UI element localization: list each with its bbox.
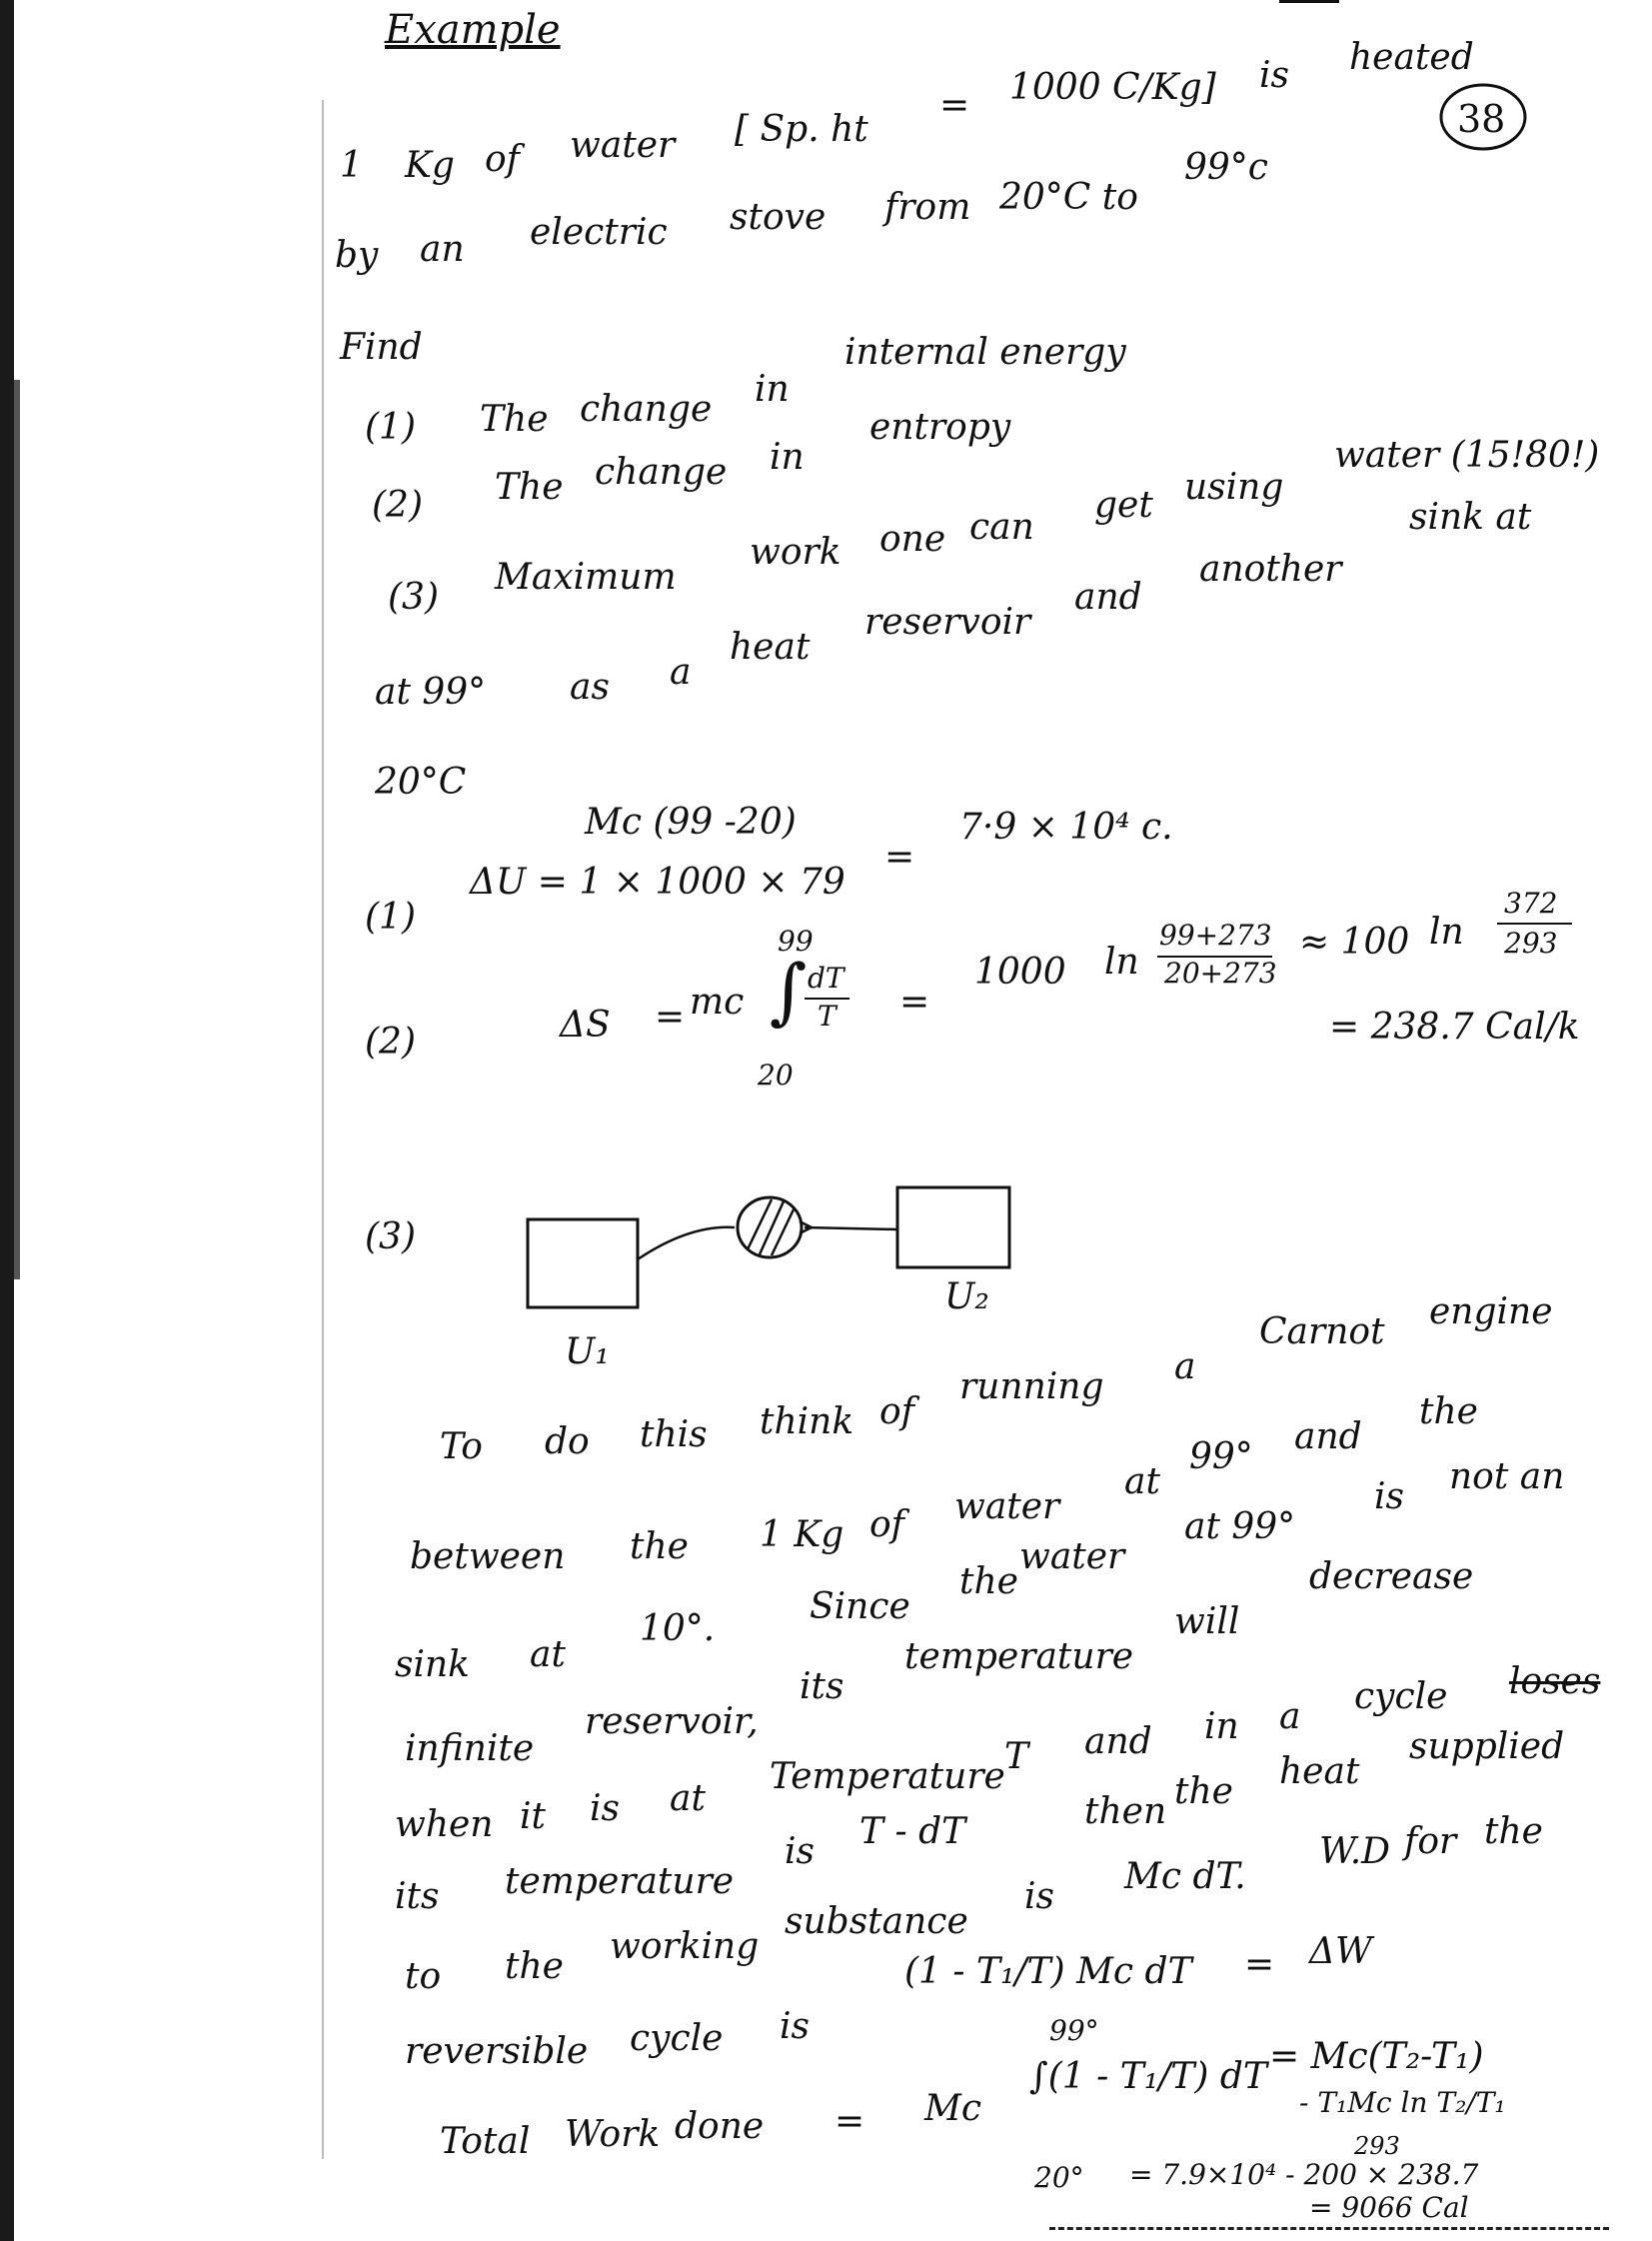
word: running <box>959 1366 1104 1407</box>
frac-num: 372 <box>1504 887 1558 920</box>
word: is <box>785 1831 815 1872</box>
word: ΔW <box>1309 1931 1372 1972</box>
word: for <box>1404 1821 1457 1862</box>
word: Since <box>810 1586 910 1627</box>
word: 99° <box>1189 1436 1253 1477</box>
entropy-result: = 238.7 Cal/k <box>1329 1007 1580 1048</box>
word: at <box>530 1634 566 1675</box>
part-number: (1) <box>365 897 416 938</box>
word: using <box>1184 467 1284 508</box>
word: change <box>595 452 728 493</box>
word: get <box>1094 485 1153 526</box>
word: substance <box>785 1901 968 1942</box>
word: at <box>670 1778 706 1819</box>
word: think <box>760 1401 854 1442</box>
word: a <box>670 652 692 693</box>
int-lower: 20 <box>758 1059 794 1092</box>
word: the <box>1484 1811 1543 1852</box>
word: the <box>505 1946 564 1987</box>
word: reversible <box>405 2031 589 2072</box>
scan-left-edge <box>0 0 14 2241</box>
word: then <box>1084 1791 1167 1832</box>
word: at <box>1124 1461 1160 1502</box>
word: supplied <box>1409 1726 1565 1767</box>
word: its <box>395 1876 440 1917</box>
bottom-dashes <box>1049 2227 1609 2230</box>
frac-den: 20+273 <box>1164 957 1277 990</box>
frac-num: dT <box>808 962 844 995</box>
word: reservoir, <box>585 1701 759 1742</box>
word: to <box>405 1956 442 1997</box>
word: temperature <box>505 1861 735 1902</box>
part-number: (3) <box>365 1216 416 1257</box>
word: the <box>630 1526 689 1567</box>
int-upper: 99° <box>1049 2014 1099 2047</box>
word: Carnot <box>1259 1311 1385 1352</box>
margin-line <box>322 100 324 2159</box>
word: is <box>1374 1476 1404 1517</box>
word: stove <box>730 197 826 238</box>
work-result: = 9066 Cal <box>1309 2191 1469 2224</box>
word: Total <box>440 2121 531 2162</box>
word: done <box>675 2106 765 2147</box>
word: at 99° <box>375 672 487 713</box>
work-eq1: = Mc(T₂-T₁) <box>1269 2036 1484 2077</box>
frac-den: 293 <box>1504 927 1558 960</box>
word: the <box>1174 1771 1233 1812</box>
word: 20°C <box>375 762 467 803</box>
part-number: (2) <box>365 1022 416 1063</box>
frac-line <box>1497 922 1577 926</box>
word: water <box>1019 1536 1125 1577</box>
mc: mc <box>690 982 745 1023</box>
word: heat <box>1279 1751 1360 1792</box>
word: 1 Kg <box>760 1514 844 1555</box>
word: at 99° <box>1184 1506 1296 1547</box>
word: an <box>420 229 465 270</box>
word: work <box>750 532 841 573</box>
word: a <box>1174 1346 1196 1387</box>
word: its <box>800 1666 844 1707</box>
body-u2 <box>897 1187 1009 1267</box>
equals: = <box>655 997 686 1038</box>
word: 99°c <box>1184 147 1268 188</box>
integrand: ∫(1 - T₁/T) dT <box>1029 2056 1267 2097</box>
approx-100: ≈ 100 <box>1299 922 1410 963</box>
delta-s: ΔS <box>560 1005 611 1046</box>
delta-u-result: 7·9 × 10⁴ c. <box>959 807 1173 848</box>
word: do <box>545 1421 590 1462</box>
word: as <box>570 667 610 708</box>
work-eq3: = 7.9×10⁴ - 200 × 238.7 <box>1129 2158 1479 2191</box>
item-number: (3) <box>388 577 439 618</box>
expr-dw: (1 - T₁/T) Mc dT <box>904 1951 1192 1992</box>
equals: = <box>884 837 915 878</box>
word: T - dT <box>859 1811 966 1852</box>
word: of <box>869 1504 904 1545</box>
word: 20°C to <box>999 177 1138 218</box>
word: cycle <box>1354 1676 1448 1717</box>
word: Temperature <box>770 1756 1005 1797</box>
word: Maximum <box>495 557 677 598</box>
word: [ Sp. ht <box>735 109 868 150</box>
word: from <box>884 187 971 228</box>
word: entropy <box>869 407 1011 448</box>
word: not an <box>1449 1456 1565 1497</box>
word: this <box>640 1414 708 1455</box>
delta-u-expr: ΔU = 1 × 1000 × 79 <box>470 862 845 903</box>
word: The <box>480 399 549 440</box>
page-heading: Example <box>385 7 561 53</box>
word: is <box>780 2006 810 2047</box>
word: when <box>395 1804 494 1845</box>
word: The <box>495 467 564 508</box>
word: is <box>590 1788 620 1829</box>
label-u2: U₂ <box>944 1276 989 1317</box>
word: heat <box>730 627 811 668</box>
frac-num: 99+273 <box>1159 919 1272 952</box>
word: is <box>1024 1876 1054 1917</box>
word: T <box>1004 1736 1029 1777</box>
word: water <box>954 1486 1060 1527</box>
body-u1 <box>528 1219 638 1307</box>
item-number: (2) <box>372 485 423 526</box>
word: working <box>610 1926 760 1967</box>
equals: = <box>899 982 930 1023</box>
word: loses <box>1509 1661 1601 1702</box>
item-number: (1) <box>365 407 416 448</box>
word: temperature <box>904 1636 1134 1677</box>
value-1000: 1000 <box>974 952 1066 993</box>
label-u1: U₁ <box>565 1331 610 1372</box>
word: in <box>755 369 790 410</box>
word: sink at <box>1409 497 1532 538</box>
word: a <box>1279 1696 1301 1737</box>
work-eq2: - T₁Mc ln T₂/T₁ <box>1299 2086 1506 2119</box>
word: in <box>1204 1706 1239 1747</box>
find-label: Find <box>340 327 423 368</box>
scan-shadow <box>14 380 20 1279</box>
word: W.D <box>1319 1831 1391 1872</box>
word: the <box>1419 1391 1478 1432</box>
word: and <box>1294 1416 1362 1457</box>
word: internal energy <box>844 332 1126 373</box>
word: and <box>1074 577 1142 618</box>
word: heated <box>1349 37 1474 78</box>
integral-sign: ∫ <box>770 949 808 1033</box>
word: Mc <box>924 2088 982 2129</box>
word: Kg <box>405 145 455 186</box>
word: by <box>335 235 379 276</box>
word: Mc dT. <box>1124 1856 1246 1897</box>
word: Work <box>565 2114 661 2155</box>
work-293: 293 <box>1354 2132 1400 2160</box>
word: sink <box>395 1644 470 1685</box>
word: will <box>1174 1601 1240 1642</box>
word: it <box>520 1796 546 1837</box>
word: the <box>959 1561 1018 1602</box>
word: = <box>939 85 970 126</box>
word: To <box>440 1426 483 1467</box>
word: of <box>879 1391 914 1432</box>
word: decrease <box>1309 1556 1474 1597</box>
frac-den: T <box>818 1000 836 1033</box>
word: reservoir <box>864 602 1031 643</box>
word: 10°. <box>640 1608 716 1649</box>
calc-top: Mc (99 -20) <box>585 802 797 843</box>
word: = <box>834 2101 865 2142</box>
word: water <box>570 125 676 166</box>
top-mark <box>1279 0 1339 3</box>
page-number: 38 <box>1457 97 1506 141</box>
word: one <box>879 519 946 560</box>
word: in <box>770 437 805 478</box>
ln: ln <box>1104 942 1139 983</box>
word: of <box>485 139 520 180</box>
int-upper: 99 <box>778 925 814 958</box>
word: is <box>1259 55 1289 96</box>
word: electric <box>530 212 668 253</box>
word: = <box>1244 1944 1275 1985</box>
ln: ln <box>1429 912 1464 953</box>
word: another <box>1199 549 1342 590</box>
word: 1 <box>340 145 363 186</box>
word: engine <box>1429 1291 1553 1332</box>
int-lower: 20° <box>1034 2161 1084 2194</box>
word: water (15!80!) <box>1334 435 1600 476</box>
word: between <box>410 1536 566 1577</box>
word: infinite <box>405 1728 535 1769</box>
word: cycle <box>630 2018 724 2059</box>
word: and <box>1084 1721 1152 1762</box>
word: can <box>969 507 1034 548</box>
word: change <box>580 389 713 430</box>
word: 1000 C/Kg] <box>1009 67 1216 108</box>
